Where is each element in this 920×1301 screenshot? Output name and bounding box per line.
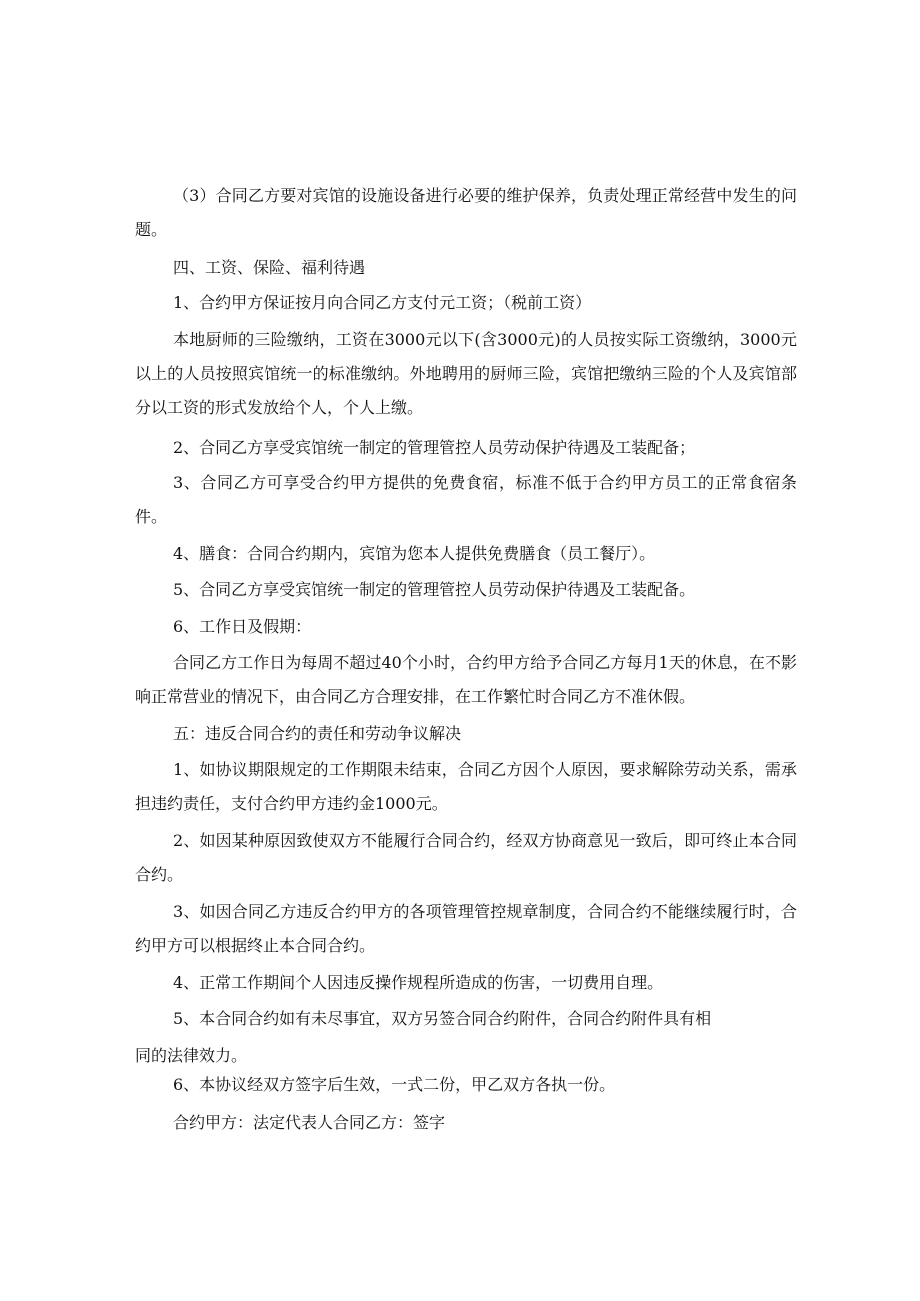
section-heading-wages: 四、工资、保险、福利待遇 — [173, 258, 366, 277]
paragraph-annex-line1: 5、本合同合约如有未尽事宜，双方另签合同合约附件，合同合约附件具有相 — [173, 1009, 712, 1028]
paragraph-salary: 1、合约甲方保证按月向合同乙方支付元工资；（税前工资） — [173, 293, 592, 312]
paragraph-injury: 4、正常工作期间个人因违反操作规程所造成的伤害，一切费用自理。 — [173, 973, 664, 992]
paragraph-insurance: 本地厨师的三险缴纳，工资在3000元以下(含3000元)的人员按实际工资缴纳，3000元以上的人员按照宾馆统一的标准缴纳。外地聘用的厨师三险，宾馆把缴纳三险的个人及宾馆部分以工资的形式发放给个人，个人上缴。 — [135, 330, 797, 417]
paragraph-mutual-termination: 2、如因某种原因致使双方不能履行合同合约，经双方协商意见一致后，即可终止本合同合约。 — [135, 831, 797, 884]
paragraph-annex-line2: 同的法律效力。 — [135, 1046, 248, 1065]
paragraph-lodging: 3、合同乙方可享受合约甲方提供的免费食宿，标准不低于合约甲方员工的正常食宿条件。 — [135, 473, 797, 526]
signature-line: 合约甲方：法定代表人合同乙方：签字 — [173, 1113, 446, 1132]
paragraph-uniform: 5、合同乙方享受宾馆统一制定的管理管控人员劳动保护待遇及工装配备。 — [173, 580, 696, 599]
section-heading-breach: 五：违反合同合约的责任和劳动争议解决 — [173, 724, 462, 743]
paragraph-effect: 6、本协议经双方签字后生效，一式二份，甲乙双方各执一份。 — [173, 1075, 616, 1094]
paragraph-rule-violation: 3、如因合同乙方违反合约甲方的各项管理管控规章制度，合同合约不能继续履行时，合约甲方可以根据终止本合同合约。 — [135, 902, 797, 955]
paragraph-protection: 2、合同乙方享受宾馆统一制定的管理管控人员劳动保护待遇及工装配备； — [173, 438, 696, 457]
paragraph-early-termination: 1、如协议期限规定的工作期限未结束，合同乙方因个人原因，要求解除劳动关系，需承担违约责任，支付合约甲方违约金1000元。 — [135, 760, 797, 813]
paragraph-holidays-heading: 6、工作日及假期： — [173, 617, 312, 636]
paragraph-meals: 4、膳食：合同合约期内，宾馆为您本人提供免费膳食（员工餐厅）。 — [173, 544, 656, 563]
paragraph-maintenance: （3）合同乙方要对宾馆的设施设备进行必要的维护保养，负责处理正常经营中发生的问题。 — [135, 186, 797, 239]
paragraph-working-hours: 合同乙方工作日为每周不超过40个小时，合约甲方给予合同乙方每月1天的休息，在不影响正常营业的情况下，由合同乙方合理安排，在工作繁忙时合同乙方不准休假。 — [135, 653, 797, 706]
